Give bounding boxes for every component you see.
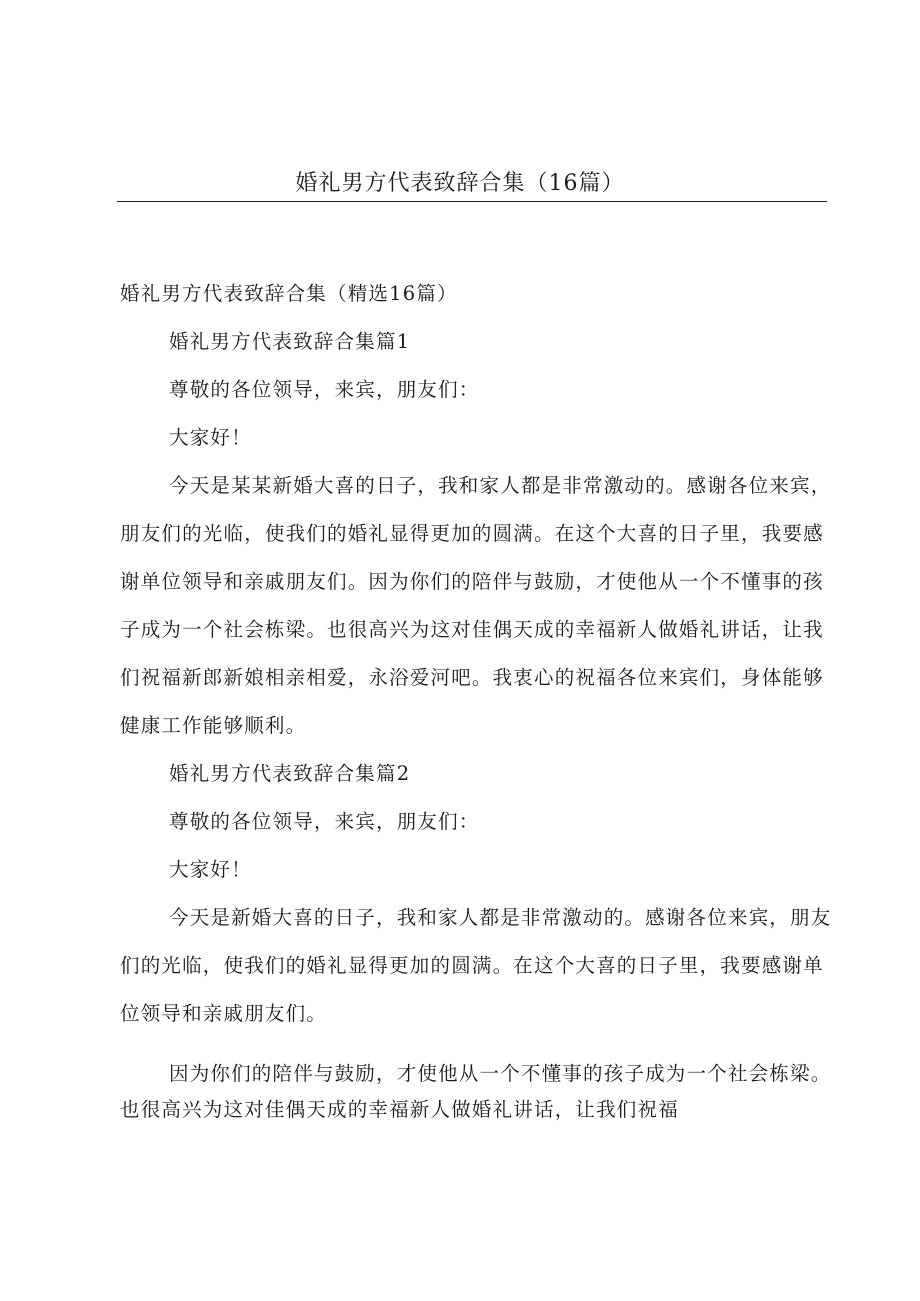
hello-line: 大家好！ [169,858,252,881]
hello-line: 大家好！ [169,426,252,449]
document-body [120,270,835,1128]
document-subtitle: 婚礼男方代表致辞合集（精选16篇） [120,282,458,305]
greeting-line: 尊敬的各位领导，来宾，朋友们： [169,378,480,401]
title-underline [117,201,827,202]
body-paragraph: 因为你们的陪伴与鼓励，才使他从一个不懂事的孩子成为一个社会栋梁。也很高兴为这对佳偶天成的幸福新人做婚礼讲话，让我们祝福 [120,1062,832,1121]
section-heading: 婚礼男方代表致辞合集篇2 [169,762,411,785]
body-paragraph: 今天是某某新婚大喜的日子，我和家人都是非常激动的。感谢各位来宾，朋友们的光临，使我们的婚礼显得更加的圆满。在这个大喜的日子里，我要感谢单位领导和亲戚朋友们。因为你们的陪伴与鼓励，才使他从一个不懂事的孩子成为一个社会栋梁。也很高兴为这对佳偶天成的幸福新人做婚礼讲话，让我们祝福新郎新娘相亲相爱，永浴爱河吧。我衷心的祝福各位来宾们，身体能够健康工作能够顺利。 [120,474,832,737]
section-heading: 婚礼男方代表致辞合集篇1 [169,330,411,353]
body-paragraph: 今天是新婚大喜的日子，我和家人都是非常激动的。感谢各位来宾，朋友们的光临，使我们的婚礼显得更加的圆满。在这个大喜的日子里，我要感谢单位领导和亲戚朋友们。 [120,906,832,1025]
document-title: 婚礼男方代表致辞合集（16篇） [295,171,625,196]
greeting-line: 尊敬的各位领导，来宾，朋友们： [169,810,480,833]
